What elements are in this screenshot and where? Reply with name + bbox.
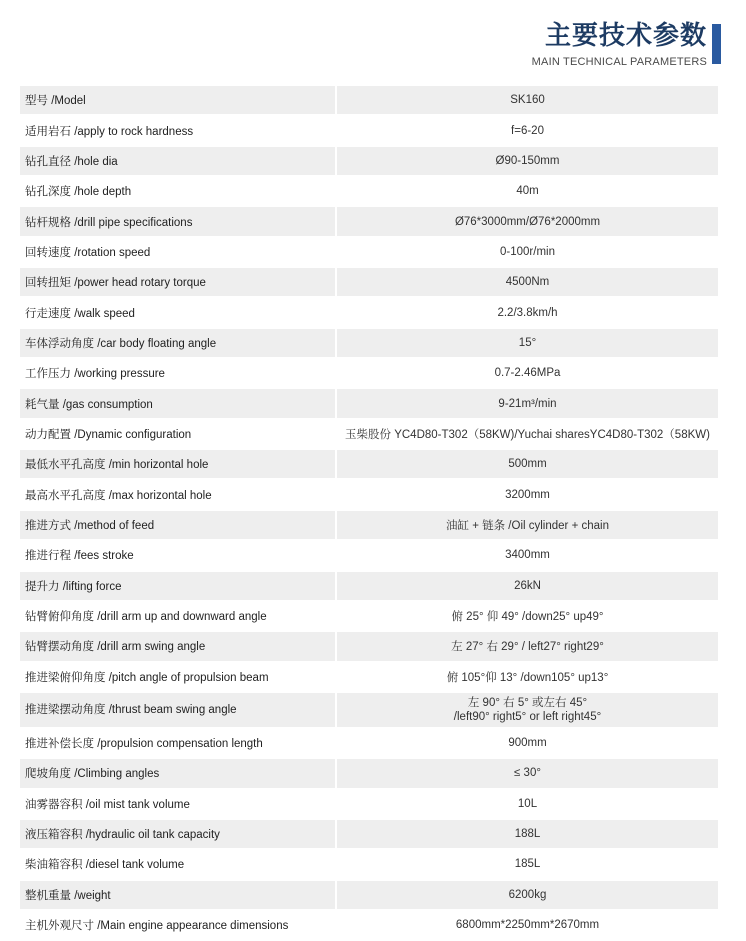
title-accent-bar <box>712 24 721 64</box>
table-row <box>20 267 718 297</box>
table-row <box>20 206 718 236</box>
table-row <box>20 115 718 145</box>
table-row <box>20 176 718 206</box>
table-row <box>20 388 718 418</box>
page-subtitle: MAIN TECHNICAL PARAMETERS <box>531 56 707 68</box>
param-label: 适用岩石 /apply to rock hardness <box>20 115 336 145</box>
param-label: 油雾器容积 /oil mist tank volume <box>20 789 336 819</box>
param-value: 500mm <box>336 449 718 479</box>
param-label: 钻孔直径 /hole dia <box>20 146 336 176</box>
param-value: f=6-20 <box>336 115 718 145</box>
param-value: 10L <box>336 789 718 819</box>
table-row <box>20 601 718 631</box>
param-value: Ø90-150mm <box>336 146 718 176</box>
param-label: 工作压力 /working pressure <box>20 358 336 388</box>
param-label: 爬坡角度 /Climbing angles <box>20 758 336 788</box>
param-value: 188L <box>336 819 718 849</box>
table-row <box>20 662 718 692</box>
param-value: 0-100r/min <box>336 237 718 267</box>
param-label: 提升力 /lifting force <box>20 571 336 601</box>
param-value: 油缸 + 链条 /Oil cylinder + chain <box>336 510 718 540</box>
param-value: 左 27° 右 29° / left27° right29° <box>336 631 718 661</box>
param-label: 最低水平孔高度 /min horizontal hole <box>20 449 336 479</box>
param-value: 185L <box>336 849 718 879</box>
param-value: 4500Nm <box>336 267 718 297</box>
param-label: 回转速度 /rotation speed <box>20 237 336 267</box>
table-row <box>20 419 718 449</box>
table-row <box>20 728 718 758</box>
param-value: 0.7-2.46MPa <box>336 358 718 388</box>
param-value: 26kN <box>336 571 718 601</box>
table-row <box>20 819 718 849</box>
param-value: 玉柴股份 YC4D80-T302（58KW)/Yuchai sharesYC4D80-T302（58KW) <box>336 419 718 449</box>
param-value <box>336 692 718 728</box>
param-label: 柴油箱容积 /diesel tank volume <box>20 849 336 879</box>
table-row <box>20 692 718 728</box>
table-row <box>20 789 718 819</box>
param-value: SK160 <box>336 86 718 115</box>
table-row <box>20 237 718 267</box>
table-row <box>20 479 718 509</box>
spec-table <box>20 86 718 941</box>
param-value: 6800mm*2250mm*2670mm <box>336 910 718 940</box>
param-label: 型号 /Model <box>20 86 336 115</box>
param-value: 6200kg <box>336 880 718 910</box>
table-row <box>20 358 718 388</box>
param-value: 2.2/3.8km/h <box>336 297 718 327</box>
param-value-line1: 左 90° 右 5° 或左右 45° <box>467 696 588 709</box>
param-label: 回转扭矩 /power head rotary torque <box>20 267 336 297</box>
param-label: 主机外观尺寸 /Main engine appearance dimensions <box>20 910 336 940</box>
param-value: 40m <box>336 176 718 206</box>
table-row <box>20 510 718 540</box>
table-row <box>20 297 718 327</box>
param-value: 3400mm <box>336 540 718 570</box>
table-row <box>20 849 718 879</box>
header <box>532 18 721 70</box>
param-value-line2: /left90° right5° or left right45° <box>453 710 602 723</box>
param-label: 动力配置 /Dynamic configuration <box>20 419 336 449</box>
param-value: 3200mm <box>336 479 718 509</box>
table-row <box>20 146 718 176</box>
param-label: 液压箱容积 /hydraulic oil tank capacity <box>20 819 336 849</box>
table-row <box>20 86 718 115</box>
param-label: 钻杆规格 /drill pipe specifications <box>20 206 336 236</box>
table-row <box>20 910 718 940</box>
table-row <box>20 328 718 358</box>
param-label: 推进行程 /fees stroke <box>20 540 336 570</box>
param-label: 钻臂摆动角度 /drill arm swing angle <box>20 631 336 661</box>
page-title: 主要技术参数 <box>544 21 707 51</box>
param-label: 推进梁摆动角度 /thrust beam swing angle <box>20 692 336 728</box>
table-row <box>20 631 718 661</box>
param-label: 最高水平孔高度 /max horizontal hole <box>20 479 336 509</box>
param-label: 行走速度 /walk speed <box>20 297 336 327</box>
param-value: 900mm <box>336 728 718 758</box>
param-label: 车体浮动角度 /car body floating angle <box>20 328 336 358</box>
param-label: 推进方式 /method of feed <box>20 510 336 540</box>
param-label: 耗气量 /gas consumption <box>20 388 336 418</box>
param-value: 俯 105°仰 13° /down105° up13° <box>336 662 718 692</box>
table-row <box>20 571 718 601</box>
table-row <box>20 540 718 570</box>
param-value: ≤ 30° <box>336 758 718 788</box>
param-value: Ø76*3000mm/Ø76*2000mm <box>336 206 718 236</box>
param-label: 推进补偿长度 /propulsion compensation length <box>20 728 336 758</box>
param-label: 整机重量 /weight <box>20 880 336 910</box>
param-label: 钻孔深度 /hole depth <box>20 176 336 206</box>
table-row <box>20 758 718 788</box>
table-row <box>20 880 718 910</box>
param-label: 钻臂俯仰角度 /drill arm up and downward angle <box>20 601 336 631</box>
table-row <box>20 449 718 479</box>
param-value: 俯 25° 仰 49° /down25° up49° <box>336 601 718 631</box>
param-value: 15° <box>336 328 718 358</box>
param-label: 推进梁俯仰角度 /pitch angle of propulsion beam <box>20 662 336 692</box>
param-value: 9-21m³/min <box>336 388 718 418</box>
